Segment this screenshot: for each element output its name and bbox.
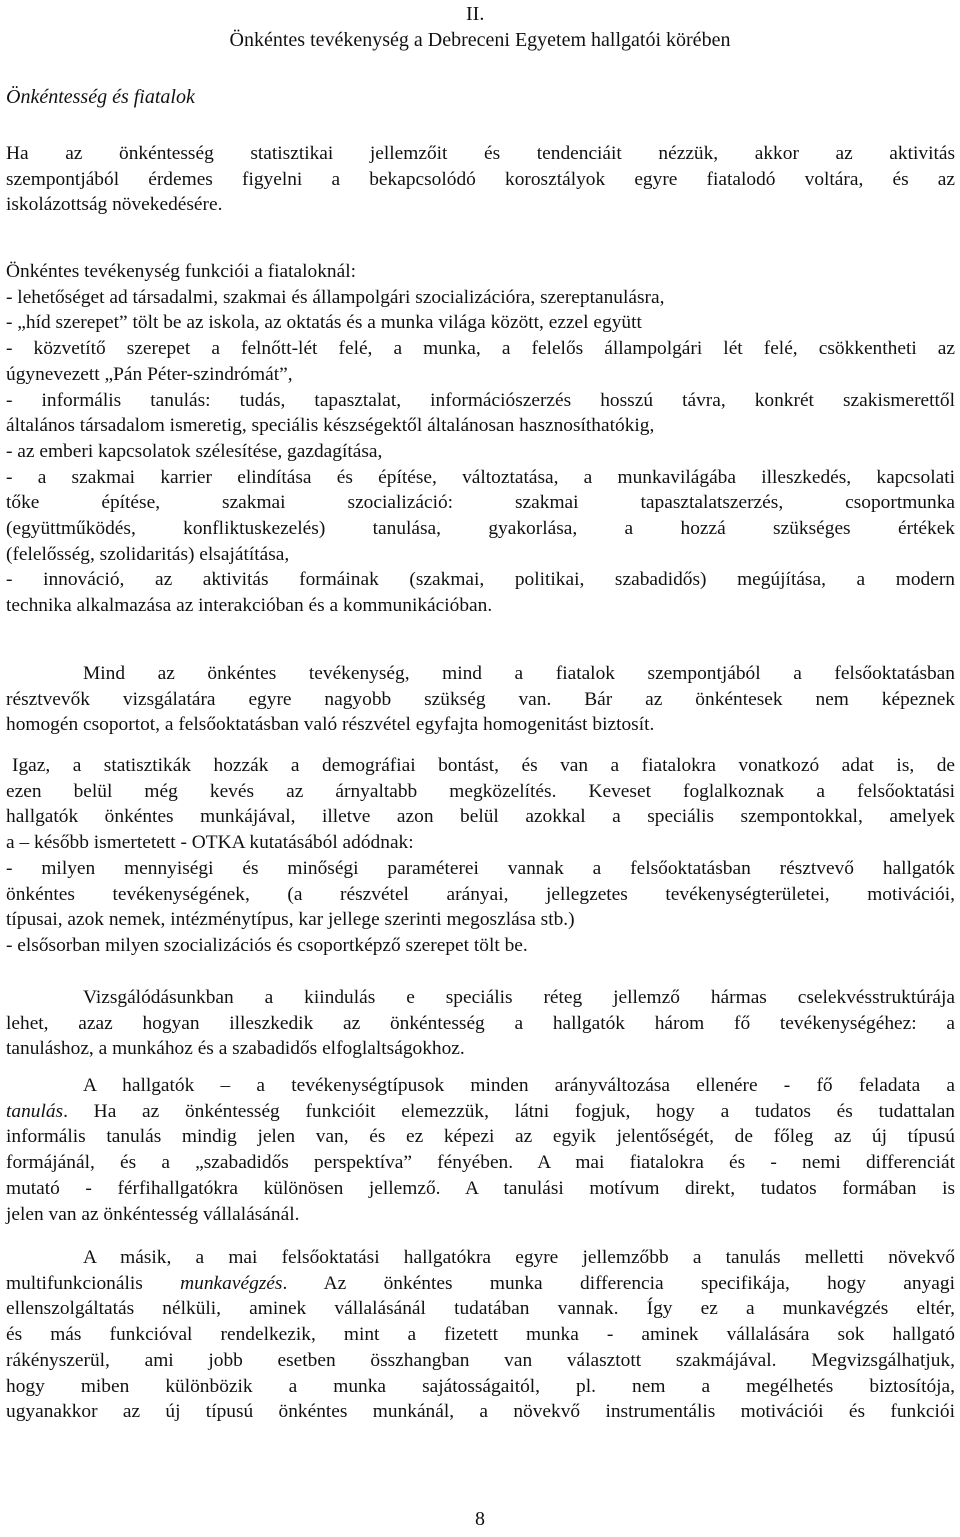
text-line: [6, 1099, 955, 1125]
list-item: - „híd szerepet” tölt be az iskola, az oktatás és a munka világa között, ezzel együtt: [6, 312, 642, 334]
text-line: informális tanulás mindig jelen van, és ez képezi az egyik jelentőségét, de főleg az új típusú: [6, 1126, 955, 1148]
text-line: formájánál, és a „szabadidős perspektíva” fényében. A mai fiatalokra és - nemi differenciát: [6, 1152, 955, 1174]
text-fragment: . Az önkéntes munka differencia specifikája, hogy anyagi: [282, 1272, 955, 1294]
text-fragment: . Ha az önkéntesség funkcióit elemezzük, látni fogjuk, hogy a tudatos és tudattalan: [63, 1100, 955, 1122]
chapter-number: II.: [466, 3, 485, 25]
list-item-cont: úgynevezett „Pán Péter-szindrómát”,: [6, 363, 293, 385]
list-item: - lehetőséget ad társadalmi, szakmai és állampolgári szocializációra, szereptanulásra,: [6, 286, 665, 308]
text-line: Vizsgálódásunkban a kiindulás e speciális réteg jellemző hármas cselekvésstruktúrája: [83, 987, 955, 1008]
list-item: - elsősorban milyen szocializációs és csoportképző szerepet tölt be.: [6, 934, 528, 956]
text-line: homogén csoportot, a felsőoktatásban való részvétel egyfajta homogenitást biztosít.: [6, 714, 655, 736]
paragraph-6: [6, 1245, 955, 1425]
list-item-cont: tőke építése, szakmai szocializáció: szakmai tapasztalatszerzés, csoportmunka: [6, 492, 955, 514]
text-line: rákényszerül, ami jobb esetben összhangban van választott szakmájával. Megvizsgálhatjuk,: [6, 1349, 955, 1371]
list-item-cont: önkéntes tevékenységének, (a részvétel arányai, jellegzetes tevékenységterületei, motivációi,: [6, 883, 955, 905]
text-fragment: multifunkcionális: [6, 1272, 181, 1294]
text-line: szempontjából érdemes figyelni a bekapcsolódó korosztályok egyre fiatalodó voltára, és az: [6, 168, 955, 190]
list-item: - az emberi kapcsolatok szélesítése, gazdagítása,: [6, 440, 383, 462]
text-line: iskolázottság növekedésére.: [6, 194, 223, 216]
text-line: A hallgatók – a tevékenységtípusok minden arányváltozása ellenére - fő feladata a: [83, 1075, 955, 1096]
list-item-cont: technika alkalmazása az interakcióban és a kommunikációban.: [6, 595, 493, 617]
text-line: Mind az önkéntes tevékenység, mind a fiatalok szempontjából a felsőoktatásban: [83, 663, 955, 684]
text-line: tanuláshoz, a munkához és a szabadidős elfoglaltságokhoz.: [6, 1038, 465, 1060]
chapter-title: Önkéntes tevékenység a Debreceni Egyetem hallgatói körében: [229, 29, 731, 51]
section-title: Önkéntesség és fiatalok: [6, 86, 195, 108]
text-line: jelen van az önkéntesség vállalásánál.: [6, 1203, 300, 1225]
list-item-cont: típusai, azok nemek, intézménytípus, kar jellege szerinti megoszlása stb.): [6, 909, 575, 931]
text-line: résztvevők vizsgálatára egyre nagyobb szükség van. Bár az önkéntesek nem képeznek: [6, 688, 955, 710]
list-item: - milyen mennyiségi és minőségi paraméterei vannak a felsőoktatásban résztvevő hallgatók: [6, 857, 955, 879]
paragraph-3: [6, 753, 955, 959]
text-line: Ha az önkéntesség statisztikai jellemzőit és tendenciáit nézzük, akkor az aktivitás: [6, 143, 955, 164]
paragraph-5: [6, 1073, 955, 1227]
text-line: hogy miben különbözik a munka sajátosságaitól, pl. nem a megélhetés biztosítója,: [6, 1375, 955, 1397]
list-item: - a szakmai karrier elindítása és építése, változtatása, a munkavilágába illeszkedés, kapcsolati: [6, 466, 955, 488]
text-line: Igaz, a statisztikák hozzák a demográfiai bontást, és van a fiatalokra vonatkozó adat is, de: [12, 755, 955, 776]
text-line: hallgatók önkéntes munkájával, illetve azon belül azokkal a speciális szempontokkal, amelyek: [6, 806, 955, 828]
paragraph-2: [6, 661, 955, 738]
list-item: - innováció, az aktivitás formáinak (szakmai, politikai, szabadidős) megújítása, a modern: [6, 569, 955, 591]
text-line: ellenszolgáltatás nélküli, aminek vállalásánál tudatában vannak. Így ez a munkavégzés eltér,: [6, 1298, 955, 1320]
emphasis-munkavegzes: munkavégzés: [180, 1272, 283, 1294]
intro-paragraph: [6, 141, 955, 218]
text-line: a – később ismertetett - OTKA kutatásából adódnak:: [6, 832, 414, 854]
list-item-cont: (együttműködés, konfliktuskezelés) tanulása, gyakorlása, a hozzá szükséges értékek: [6, 518, 955, 540]
list-heading: Önkéntes tevékenység funkciói a fiataloknál:: [6, 261, 356, 282]
text-line: mutató - férfihallgatókra különösen jellemző. A tanulási motívum direkt, tudatos formában is: [6, 1177, 955, 1199]
text-line: ezen belül még kevés az árnyaltabb megközelítés. Keveset foglalkoznak a felsőoktatási: [6, 780, 955, 802]
page-number: 8: [475, 1508, 485, 1530]
text-line: ugyanakkor az új típusú önkéntes munkánál, a növekvő instrumentális motivációi és funkciói: [6, 1401, 955, 1423]
text-line: A másik, a mai felsőoktatási hallgatókra egyre jellemzőbb a tanulás melletti növekvő: [83, 1247, 955, 1268]
list-item-cont: általános társadalom ismeretig, speciális készségektől általánosan hasznosíthatókig,: [6, 415, 655, 437]
list-item: - közvetítő szerepet a felnőtt-lét felé, a munka, a felelős állampolgári lét felé, csökkentheti az: [6, 338, 955, 360]
emphasis-tanulas: tanulás: [6, 1100, 64, 1122]
list-item: - informális tanulás: tudás, tapasztalat, információszerzés hosszú távra, konkrét szakismerettől: [6, 389, 955, 411]
list-item-cont: (felelősség, szolidaritás) elsajátítása,: [6, 543, 290, 565]
text-line: és más funkcióval rendelkezik, mint a fizetett munka - aminek vállalására sok hallgató: [6, 1324, 955, 1346]
paragraph-4: [6, 985, 955, 1062]
functions-list: [6, 259, 955, 619]
text-line: [6, 1271, 955, 1297]
text-line: lehet, azaz hogyan illeszkedik az önkéntesség a hallgatók három fő tevékenységéhez: a: [6, 1012, 955, 1034]
